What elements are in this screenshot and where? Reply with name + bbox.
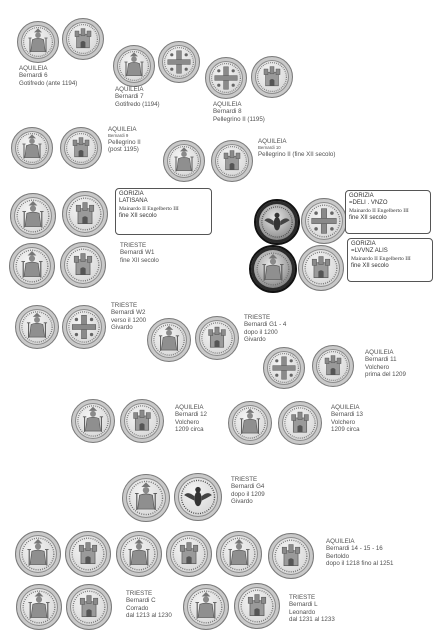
coin-reverse <box>251 56 293 98</box>
coin-reverse <box>166 531 212 577</box>
coin-reverse <box>278 401 322 445</box>
coin-reverse <box>62 191 108 237</box>
coin-caption-box: GORIZIA LATISANA Mainardo II Engelberto III fine XII secolo <box>115 188 212 235</box>
coin-obverse <box>228 401 272 445</box>
coin-caption: AQUILEIA Bernardi 13 Volchero 1209 circa <box>331 404 363 434</box>
coin-caption: TRIESTE Bernardi L Leonardo dal 1231 al 1233 <box>289 594 335 624</box>
coin-caption: AQUILEIA Bernardi 10 Pellegrino II (fine XII secolo) <box>258 138 336 158</box>
coin-caption: AQUILEIA Bernardi 8 Pellegrino II (1195) <box>213 101 265 123</box>
coin-caption: TRIESTE Bernardi W2 verso il 1200 Givardo <box>111 302 147 332</box>
coin-reverse <box>65 531 111 577</box>
coin-obverse <box>216 531 262 577</box>
coin-obverse <box>147 318 191 362</box>
coin-reverse <box>60 242 106 288</box>
coin-obverse <box>122 474 170 522</box>
coin-obverse <box>15 305 59 349</box>
coin-obverse <box>254 199 300 245</box>
coin-caption: TRIESTE Bernardi C Corrado dal 1213 al 1230 <box>126 590 172 620</box>
coin-caption: AQUILEIA Bernardi 7 Gotifredo (1194) <box>115 86 160 108</box>
coin-obverse <box>17 21 59 63</box>
coin-caption: AQUILEIA Bernardi 12 Volchero 1209 circa <box>175 404 207 434</box>
coin-reverse <box>66 584 112 630</box>
coin-reverse <box>62 18 104 60</box>
coin-obverse <box>9 243 55 289</box>
coin-obverse <box>163 140 205 182</box>
coin-obverse <box>183 584 229 630</box>
coin-obverse <box>10 193 56 239</box>
coin-obverse <box>16 584 62 630</box>
coin-reverse <box>62 305 106 349</box>
coin-reverse <box>158 41 200 83</box>
coin-reverse <box>298 245 344 291</box>
coin-reverse <box>268 533 314 579</box>
coin-reverse <box>195 316 239 360</box>
coin-reverse <box>174 473 222 521</box>
coin-caption: TRIESTE Bernardi G1 - 4 dopo il 1200 Givardo <box>244 314 287 344</box>
coin-caption-box: GORIZIA =LVVNZ ALIS Mainardo II Engelberto III fine XII secolo <box>347 238 433 282</box>
coin-caption-box: GORIZIA =DELI . VNZO Mainardo II Engelberto III fine XII secolo <box>345 190 431 234</box>
coin-obverse <box>263 347 305 389</box>
coin-caption: AQUILEIA Bernardi 9 Pellegrino II (post 1195) <box>108 126 141 154</box>
coin-caption: TRIESTE Bernardi W1 fine XII secolo <box>120 242 159 264</box>
coin-caption: AQUILEIA Bernardi 14 - 15 - 16 Bertoldo dopo il 1218 fino al 1251 <box>326 538 394 568</box>
coin-caption: AQUILEIA Bernardi 6 Gotifredo (ante 1194) <box>19 65 78 87</box>
coin-reverse <box>312 345 354 387</box>
coin-caption: AQUILEIA Bernardi 11 Volchero prima del 1209 <box>365 349 406 379</box>
coin-reverse <box>211 140 253 182</box>
coin-obverse <box>71 399 115 443</box>
coin-reverse <box>234 583 280 629</box>
coin-obverse <box>15 531 61 577</box>
coin-reverse <box>301 198 347 244</box>
coin-reverse <box>120 399 164 443</box>
coin-obverse <box>113 45 155 87</box>
coin-obverse <box>205 57 247 99</box>
coin-caption: TRIESTE Bernardi G4 dopo il 1209 Givardo <box>231 476 265 506</box>
coin-reverse <box>60 127 102 169</box>
coin-obverse <box>11 127 53 169</box>
coin-obverse <box>249 245 297 293</box>
coin-obverse <box>116 531 162 577</box>
